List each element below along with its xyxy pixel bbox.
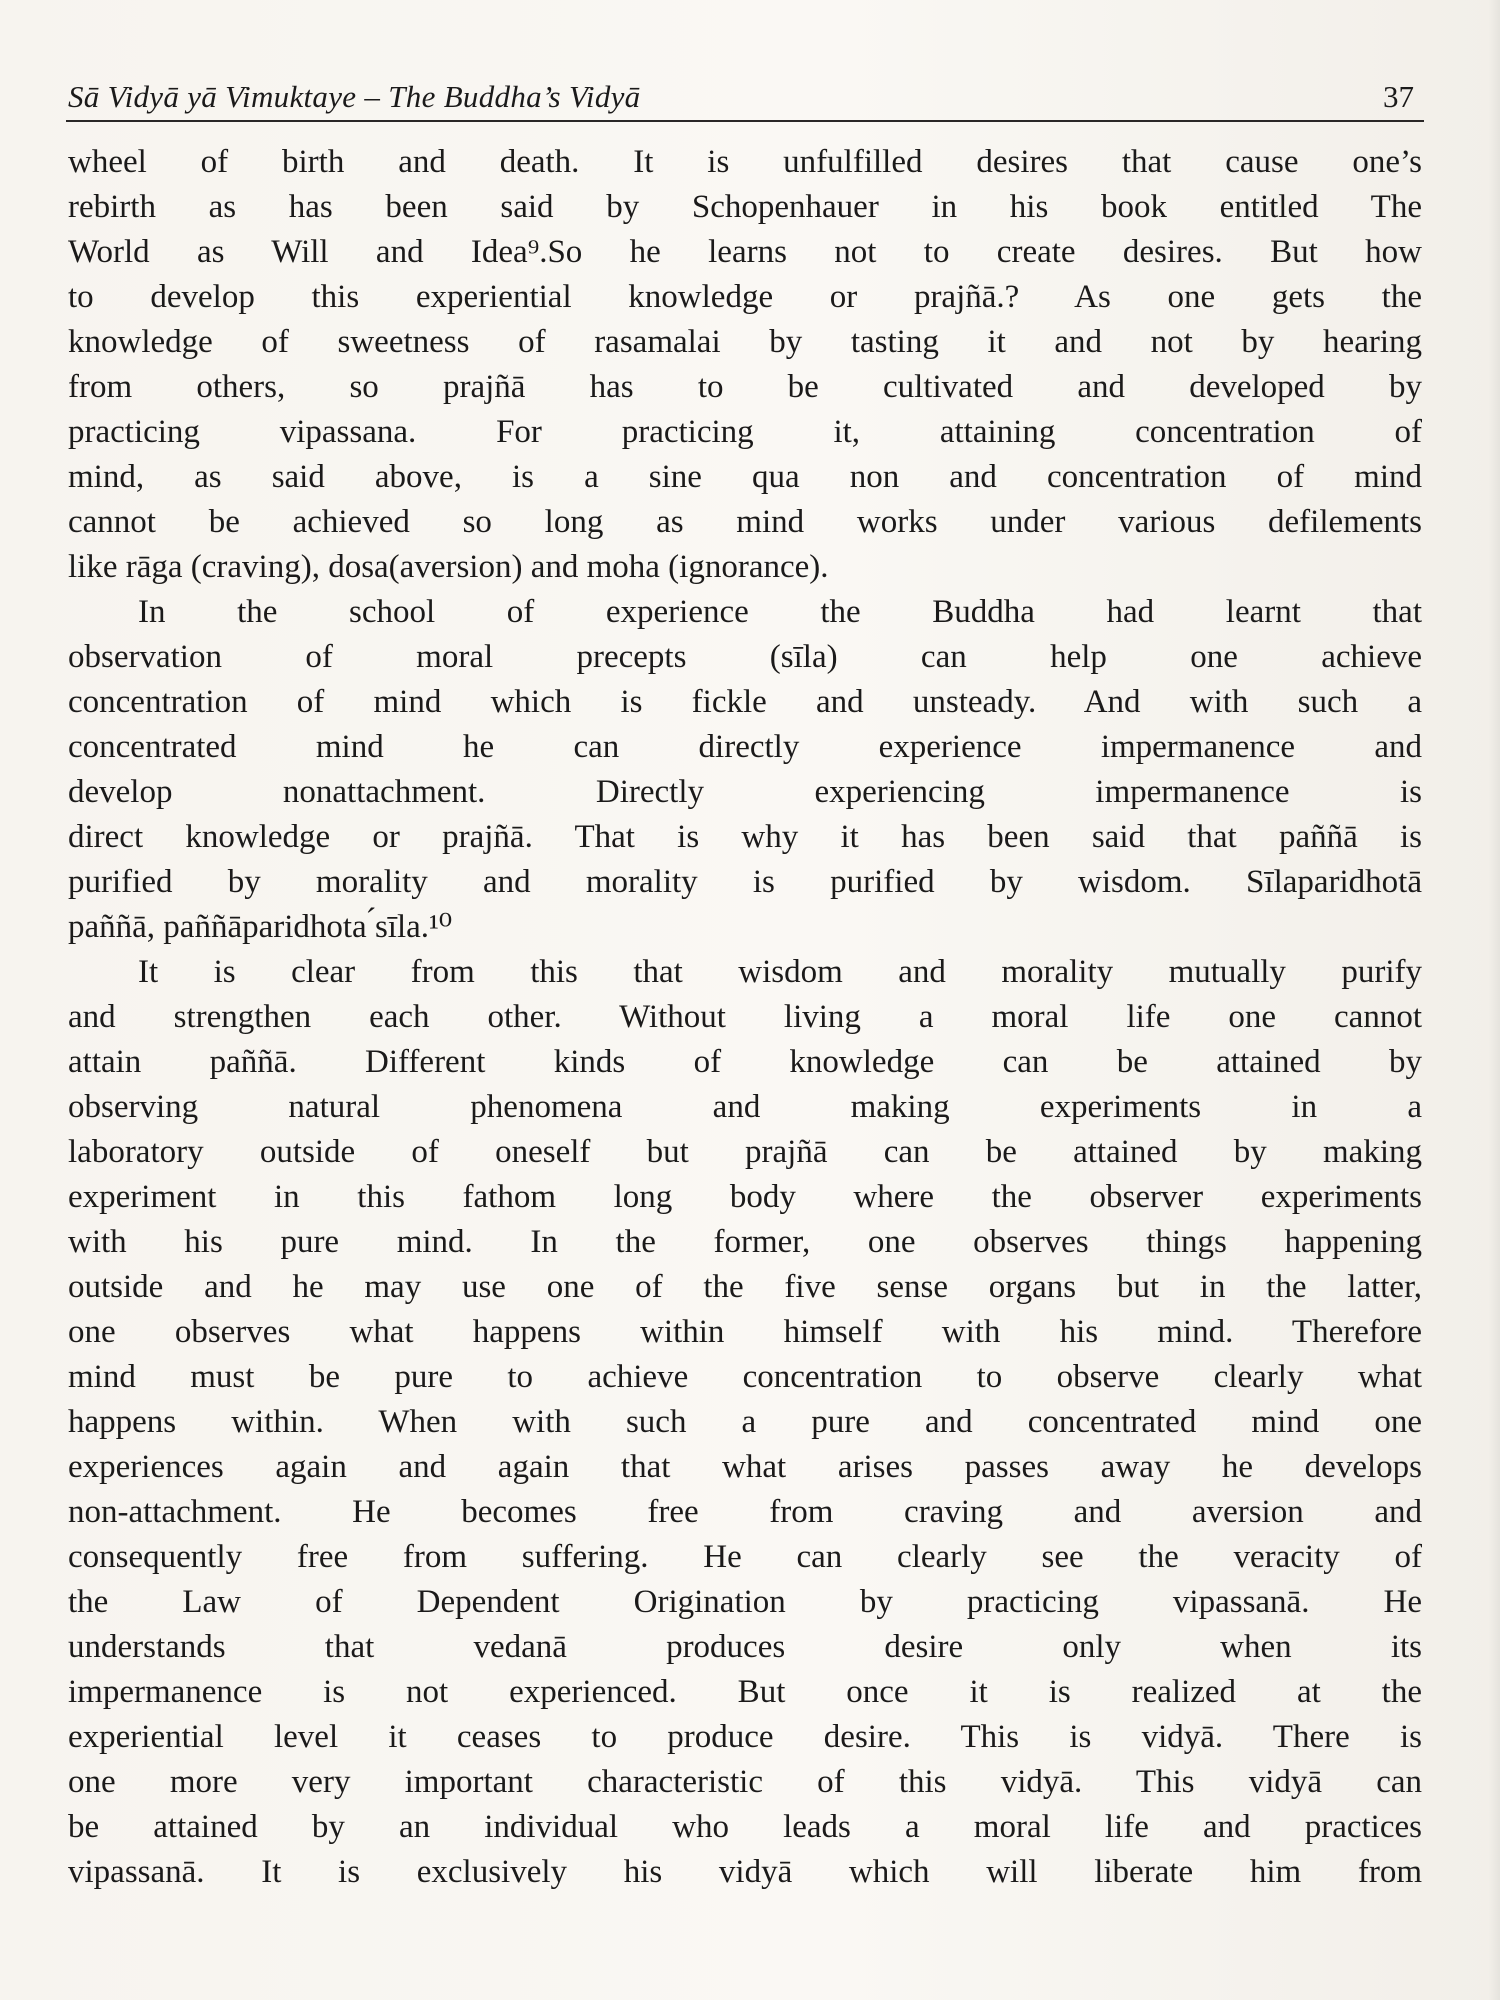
text-line: World as Will and Idea⁹.So he learns not to create desires. But how xyxy=(68,234,1422,270)
text-line: observation of moral precepts (sīla) can help one achieve xyxy=(68,639,1422,675)
paragraph-end-line: paññā, paññāparidhota ́sīla.¹⁰ xyxy=(68,909,453,945)
text-line: direct knowledge or prajñā. That is why it has been said that paññā is xyxy=(68,819,1422,855)
text-line: be attained by an individual who leads a moral life and practices xyxy=(68,1809,1422,1845)
text-line: knowledge of sweetness of rasamalai by tasting it and not by hearing xyxy=(68,324,1422,360)
body-text xyxy=(68,140,1422,1895)
paragraph-start-line: In the school of experience the Buddha had learnt that xyxy=(138,594,1422,630)
text-line: develop nonattachment. Directly experiencing impermanence is xyxy=(68,774,1422,810)
text-line: experiential level it ceases to produce desire. This is vidyā. There is xyxy=(68,1719,1422,1755)
header-rule xyxy=(66,120,1424,122)
text-line: non-attachment. He becomes free from craving and aversion and xyxy=(68,1494,1422,1530)
text-line: from others, so prajñā has to be cultivated and developed by xyxy=(68,369,1422,405)
text-line: observing natural phenomena and making experiments in a xyxy=(68,1089,1422,1125)
text-line: experiences again and again that what arises passes away he develops xyxy=(68,1449,1422,1485)
text-line: mind must be pure to achieve concentration to observe clearly what xyxy=(68,1359,1422,1395)
paragraph-end-line: like rāga (craving), dosa(aversion) and moha (ignorance). xyxy=(68,549,829,585)
text-line: happens within. When with such a pure and concentrated mind one xyxy=(68,1404,1422,1440)
text-line: vipassanā. It is exclusively his vidyā which will liberate him from xyxy=(68,1854,1422,1890)
text-line: one more very important characteristic of this vidyā. This vidyā can xyxy=(68,1764,1422,1800)
text-line: concentrated mind he can directly experience impermanence and xyxy=(68,729,1422,765)
text-line: outside and he may use one of the five sense organs but in the latter, xyxy=(68,1269,1422,1305)
text-line: the Law of Dependent Origination by practicing vipassanā. He xyxy=(68,1584,1422,1620)
text-line: impermanence is not experienced. But once it is realized at the xyxy=(68,1674,1422,1710)
text-line: consequently free from suffering. He can clearly see the veracity of xyxy=(68,1539,1422,1575)
text-line: with his pure mind. In the former, one observes things happening xyxy=(68,1224,1422,1260)
text-line: understands that vedanā produces desire only when its xyxy=(68,1629,1422,1665)
text-line: experiment in this fathom long body where the observer experiments xyxy=(68,1179,1422,1215)
running-title: Sā Vidyā yā Vimuktaye – The Buddha’s Vidyā xyxy=(68,79,641,114)
text-line: laboratory outside of oneself but prajñā can be attained by making xyxy=(68,1134,1422,1170)
page-edge-shadow xyxy=(1488,0,1500,2000)
page-number: 37 xyxy=(1383,79,1414,114)
text-line: mind, as said above, is a sine qua non and concentration of mind xyxy=(68,459,1422,495)
text-line: practicing vipassana. For practicing it, attaining concentration of xyxy=(68,414,1422,450)
text-line: one observes what happens within himself with his mind. Therefore xyxy=(68,1314,1422,1350)
text-line: rebirth as has been said by Schopenhauer in his book entitled The xyxy=(68,189,1422,225)
text-line: attain paññā. Different kinds of knowledge can be attained by xyxy=(68,1044,1422,1080)
text-line: and strengthen each other. Without living a moral life one cannot xyxy=(68,999,1422,1035)
running-header xyxy=(68,56,1422,112)
paragraph-start-line: It is clear from this that wisdom and morality mutually purify xyxy=(138,954,1422,990)
text-line: concentration of mind which is fickle and unsteady. And with such a xyxy=(68,684,1422,720)
text-line: to develop this experiential knowledge or prajñā.? As one gets the xyxy=(68,279,1422,315)
text-line: wheel of birth and death. It is unfulfilled desires that cause one’s xyxy=(68,144,1422,180)
text-line: cannot be achieved so long as mind works under various defilements xyxy=(68,504,1422,540)
text-line: purified by morality and morality is purified by wisdom. Sīlaparidhotā xyxy=(68,864,1422,900)
